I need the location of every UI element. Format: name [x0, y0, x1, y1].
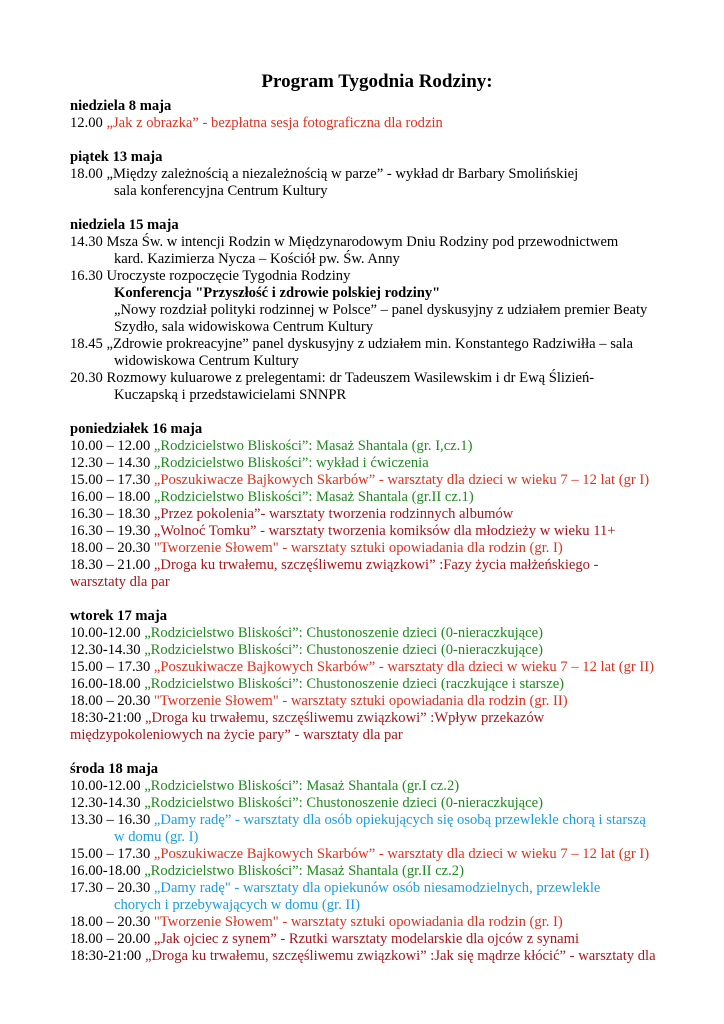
entry-text: „Poszukiwacze Bajkowych Skarbów” - warsztaty dla dzieci w wieku 7 – 12 lat (gr I)	[153, 846, 650, 862]
entry-time: 15.00 – 17.30	[70, 659, 151, 675]
entry-text: Uroczyste rozpoczęcie Tygodnia Rodziny	[106, 268, 351, 284]
entry-text: „Rodzicielstwo Bliskości”: wykład i ćwiczenia	[153, 455, 429, 471]
schedule-entry	[70, 489, 684, 506]
entry-text-continuation: sala konferencyjna Centrum Kultury	[114, 183, 328, 199]
entry-time: 15.00 – 17.30	[70, 846, 151, 862]
entry-time: 20.30	[70, 370, 103, 386]
day-section	[70, 217, 684, 404]
schedule-entry	[70, 438, 684, 455]
day-section	[70, 608, 684, 744]
entry-time: 18.00	[70, 166, 103, 182]
entry-text: „Jak ojciec z synem” - Rzutki warsztaty modelarskie dla ojców z synami	[153, 931, 580, 947]
entry-text-continuation: kard. Kazimierza Nycza – Kościół pw. Św. Anny	[114, 251, 400, 267]
schedule-entry	[70, 370, 684, 404]
entry-text: „Wolnoć Tomku” - warsztaty tworzenia komiksów dla młodzieży w wieku 11+	[153, 523, 616, 539]
entry-time: 18.45	[70, 336, 103, 352]
schedule-entry	[70, 285, 684, 302]
entry-time: 18:30-21:00	[70, 948, 142, 964]
schedule-entry	[70, 812, 684, 846]
entry-text-continuation: Szydło, sala widowiskowa Centrum Kultury	[114, 319, 374, 335]
schedule-entry	[70, 795, 684, 812]
schedule-entry	[70, 115, 684, 132]
schedule-entry	[70, 234, 684, 268]
entry-text: „Rodzicielstwo Bliskości”: Chustonoszenie dzieci (raczkujące i starsze)	[144, 676, 565, 692]
entry-text-continuation: widowiskowa Centrum Kultury	[114, 353, 299, 369]
entry-text: „Damy radę” - warsztaty dla osób opiekujących się osobą przewlekle chorą i starszą	[153, 812, 646, 828]
schedule-entry	[70, 540, 684, 557]
day-section	[70, 761, 684, 965]
schedule-entry	[70, 336, 684, 370]
schedule-entry	[70, 523, 684, 540]
entry-time: 14.30	[70, 234, 103, 250]
entry-text: „Między zależnością a niezależnością w parze” - wykład dr Barbary Smolińskiej	[106, 166, 579, 182]
entry-text: Rozmowy kuluarowe z prelegentami: dr Tadeuszem Wasilewskim i dr Ewą Ślizień-	[106, 370, 595, 386]
entry-time: 18.30 – 21.00	[70, 557, 151, 573]
schedule-entry	[70, 931, 684, 948]
schedule-entry	[70, 268, 684, 285]
day-title: piątek 13 maja	[70, 149, 163, 165]
page-title: Program Tygodnia Rodziny:	[261, 71, 493, 92]
entry-text: „Rodzicielstwo Bliskości”: Masaż Shantala (gr. I,cz.1)	[153, 438, 473, 454]
entry-time: 17.30 – 20.30	[70, 880, 151, 896]
entry-text: Msza Św. w intencji Rodzin w Międzynarodowym Dniu Rodziny pod przewodnictwem	[106, 234, 619, 250]
entry-time: 10.00-12.00	[70, 778, 141, 794]
schedule-entry	[70, 455, 684, 472]
entry-text: „Nowy rozdział polityki rodzinnej w Polsce” – panel dyskusyjny z udziałem premier Beaty	[114, 302, 648, 318]
schedule-entry	[70, 846, 684, 863]
day-title: poniedziałek 16 maja	[70, 421, 203, 437]
entry-text: „Rodzicielstwo Bliskości”: Masaż Shantala (gr.II cz.2)	[144, 863, 464, 879]
entry-text: „Przez pokolenia”- warsztaty tworzenia rodzinnych albumów	[153, 506, 514, 522]
entry-time: 12.30-14.30	[70, 795, 141, 811]
entry-text: „Rodzicielstwo Bliskości”: Masaż Shantala (gr.II cz.1)	[153, 489, 474, 505]
schedule-entry	[70, 642, 684, 659]
schedule-entry	[70, 710, 684, 744]
entry-text-continuation: w domu (gr. I)	[114, 829, 199, 845]
entry-text: „Droga ku trwałemu, szczęśliwemu związkowi” :Fazy życia małżeńskiego -	[153, 557, 599, 573]
schedule-entry	[70, 693, 684, 710]
schedule-entry	[70, 625, 684, 642]
day-title: niedziela 15 maja	[70, 217, 179, 233]
entry-text: „Rodzicielstwo Bliskości”: Chustonoszenie dzieci (0-nieraczkujące)	[144, 795, 543, 811]
schedule-entry	[70, 778, 684, 795]
entry-time: 13.30 – 16.30	[70, 812, 151, 828]
schedule-entry	[70, 914, 684, 931]
day-section	[70, 98, 684, 132]
schedule-entry	[70, 880, 684, 914]
entry-time: 10.00-12.00	[70, 625, 141, 641]
entry-text: „Droga ku trwałemu, szczęśliwemu związkowi” :Wpływ przekazów	[145, 710, 545, 726]
schedule-entry	[70, 166, 684, 200]
entry-text: "Tworzenie Słowem" - warsztaty sztuki opowiadania dla rodzin (gr. I)	[153, 914, 563, 930]
entry-time: 16.00-18.00	[70, 863, 141, 879]
entry-text-continuation: Kuczapską i przedstawicielami SNNPR	[114, 387, 347, 403]
day-title: środa 18 maja	[70, 761, 159, 777]
schedule-entry	[70, 676, 684, 693]
schedule-entry	[70, 659, 684, 676]
entry-time: 16.30	[70, 268, 103, 284]
entry-time: 16.00-18.00	[70, 676, 141, 692]
entry-time: 15.00 – 17.30	[70, 472, 151, 488]
entry-time: 12.30-14.30	[70, 642, 141, 658]
entry-text-continuation: warsztaty dla par	[70, 574, 170, 590]
entry-text: „Damy radę" - warsztaty dla opiekunów osób niesamodzielnych, przewlekle	[153, 880, 601, 896]
entry-text: „Poszukiwacze Bajkowych Skarbów” - warsztaty dla dzieci w wieku 7 – 12 lat (gr I)	[153, 472, 650, 488]
entry-text: "Tworzenie Słowem" - warsztaty sztuki opowiadania dla rodzin (gr. I)	[153, 540, 563, 556]
entry-time: 12.30 – 14.30	[70, 455, 151, 471]
entry-time: 18.00 – 20.00	[70, 931, 151, 947]
day-section	[70, 149, 684, 200]
schedule-entry	[70, 472, 684, 489]
entry-time: 18.00 – 20.30	[70, 540, 151, 556]
entry-text: „Rodzicielstwo Bliskości”: Masaż Shantala (gr.I cz.2)	[144, 778, 460, 794]
entry-text: „Rodzicielstwo Bliskości”: Chustonoszenie dzieci (0-nieraczkujące)	[144, 642, 543, 658]
entry-time: 18:30-21:00	[70, 710, 142, 726]
entry-time: 10.00 – 12.00	[70, 438, 151, 454]
day-title: niedziela 8 maja	[70, 98, 172, 114]
entry-text: „Zdrowie prokreacyjne” panel dyskusyjny z udziałem min. Konstantego Radziwiłła – sala	[106, 336, 633, 352]
entry-text: "Tworzenie Słowem" - warsztaty sztuki opowiadania dla rodzin (gr. II)	[153, 693, 568, 709]
entry-time: 16.30 – 19.30	[70, 523, 151, 539]
schedule-entry	[70, 557, 684, 591]
entry-text: „Rodzicielstwo Bliskości”: Chustonoszenie dzieci (0-nieraczkujące)	[144, 625, 543, 641]
entry-text: „Jak z obrazka” - bezpłatna sesja fotograficzna dla rodzin	[106, 115, 443, 131]
entry-text: „Droga ku trwałemu, szczęśliwemu związkowi” :Jak się mądrze kłócić” - warsztaty dla	[145, 948, 656, 964]
entry-time: 12.00	[70, 115, 103, 131]
entry-time: 18.00 – 20.30	[70, 693, 151, 709]
day-title: wtorek 17 maja	[70, 608, 168, 624]
entry-text-continuation: chorych i przebywających w domu (gr. II)	[114, 897, 360, 913]
schedule-entry	[70, 506, 684, 523]
entry-text: Konferencja "Przyszłość i zdrowie polskiej rodziny"	[114, 285, 441, 301]
entry-text-continuation: międzypokoleniowych na życie pary” - warsztaty dla par	[70, 727, 403, 743]
schedule-entry	[70, 302, 684, 336]
schedule-entry	[70, 863, 684, 880]
entry-time: 16.30 – 18.30	[70, 506, 151, 522]
day-section	[70, 421, 684, 591]
entry-time: 18.00 – 20.30	[70, 914, 151, 930]
schedule	[70, 98, 684, 965]
entry-text: „Poszukiwacze Bajkowych Skarbów” - warsztaty dla dzieci w wieku 7 – 12 lat (gr II)	[153, 659, 654, 675]
schedule-entry	[70, 948, 684, 965]
entry-time: 16.00 – 18.00	[70, 489, 151, 505]
